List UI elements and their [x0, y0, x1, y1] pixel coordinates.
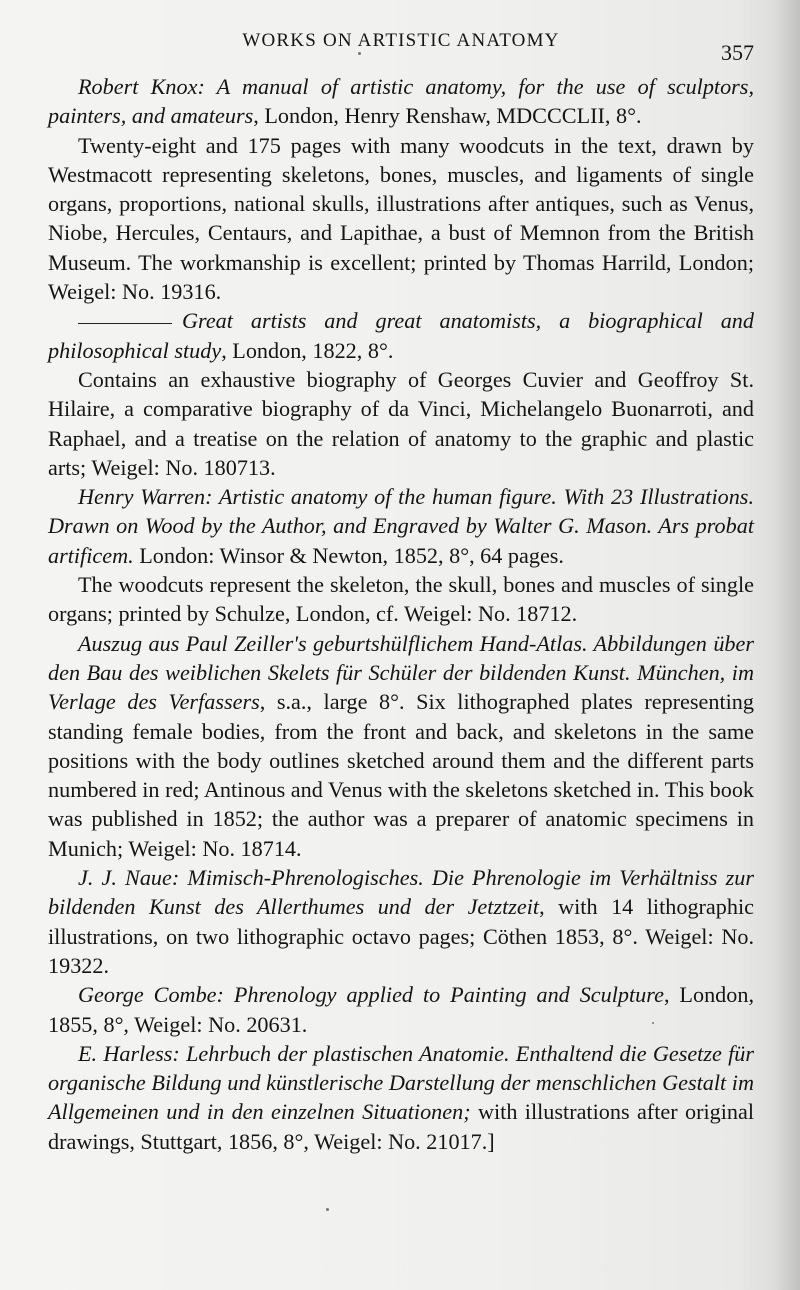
entry-knox2-citation: [48, 306, 754, 365]
warren-publication: London: Winsor & Newton, 1852, 8°, 64 pages.: [133, 542, 564, 568]
knox2-publication: , London, 1822, 8°.: [221, 337, 394, 363]
zeiller-title: Auszug aus Paul Zeiller's geburtshülflichem Hand-Atlas. Abbildungen über den Bau des weiblichen Skelets für Schüler der bildenden Kunst. München, im Verlage des Verfassers: [48, 630, 754, 715]
page-edge-shadow: [774, 0, 800, 1290]
entry-knox2-description: Contains an exhaustive biography of Georges Cuvier and Geoffroy St. Hilaire, a comparative biography of da Vinci, Michelangelo Buonarroti, and Raphael, and a treatise on the relation of anatomy to the graphic and plastic arts; Weigel: No. 180713.: [48, 366, 754, 480]
entry-knox-citation: [48, 72, 754, 131]
entry-warren-citation: [48, 482, 754, 570]
entry-combe-citation: [48, 980, 754, 1039]
harless-publication: with illustrations after original drawings, Stuttgart, 1856, 8°, Weigel: No. 21017.]: [48, 1099, 754, 1154]
knox2-title: Great artists and great anatomists, a biographical and philosophical study: [48, 308, 754, 363]
entry-warren-description: The woodcuts represent the skeleton, the skull, bones and muscles of single organs; printed by Schulze, London, cf. Weigel: No. 18712.: [48, 572, 754, 627]
harless-title: E. Harless: Lehrbuch der plastischen Anatomie. Enthaltend die Gesetze für organische Bildung und künstlerische Darstellung der menschlichen Gestalt im Allgemeinen und in den einzelnen Situationen;: [48, 1040, 754, 1125]
entry-zeiller-citation: [48, 629, 754, 863]
ditto-dash: [78, 323, 172, 324]
zeiller-description: , s.a., large 8°. Six lithographed plates representing standing female bodies, from the front and back, and skeletons in the same positions with the body outlines sketched around them and the different parts numbered in red; Antinous and Venus with the skeletons sketched in. This book was published in 1852; the author was a preparer of anatomic specimens in Munich; Weigel: No. 18714.: [48, 689, 755, 861]
naue-title: J. J. Naue: Mimisch-Phrenologisches. Die Phrenologie im Verhältniss zur bildenden Kunst des Allerthumes und der Jetztzeit: [48, 865, 754, 920]
naue-publication: , with 14 lithographic illustrations, on two lithographic octavo pages; Cöthen 1853, 8°. Weigel: No. 19322.: [48, 894, 754, 978]
combe-publication: , London, 1855, 8°, Weigel: No. 20631.: [48, 982, 754, 1037]
page-header: [48, 26, 754, 66]
entry-knox-description: Twenty-eight and 175 pages with many woodcuts in the text, drawn by Westmacott representing skeletons, bones, muscles, and ligaments of single organs, proportions, national skulls, illustrations after antiques, such as Venus, Niobe, Hercules, Centaurs, and Lapithae, a bust of Memnon from the British Museum. The workmanship is excellent; printed by Thomas Harrild, London; Weigel: No. 19316.: [48, 132, 754, 305]
knox-author-title: Robert Knox: A manual of artistic anatomy, for the use of sculptors, painters, and amateurs: [48, 74, 754, 129]
warren-title: Henry Warren: Artistic anatomy of the human figure. With 23 Illustrations. Drawn on Wood by the Author, and Engraved by Walter G. Mason. Ars probat artificem.: [48, 484, 754, 568]
running-title: WORKS ON ARTISTIC ANATOMY: [242, 30, 560, 51]
combe-title: George Combe: Phrenology applied to Painting and Sculpture: [78, 982, 664, 1008]
page-body: [48, 72, 754, 1156]
entry-naue-citation: [48, 863, 754, 980]
entry-harless-citation: [48, 1039, 754, 1156]
knox-publication: , London, Henry Renshaw, MDCCCLII, 8°.: [253, 103, 642, 129]
page-number: 357: [721, 40, 754, 65]
